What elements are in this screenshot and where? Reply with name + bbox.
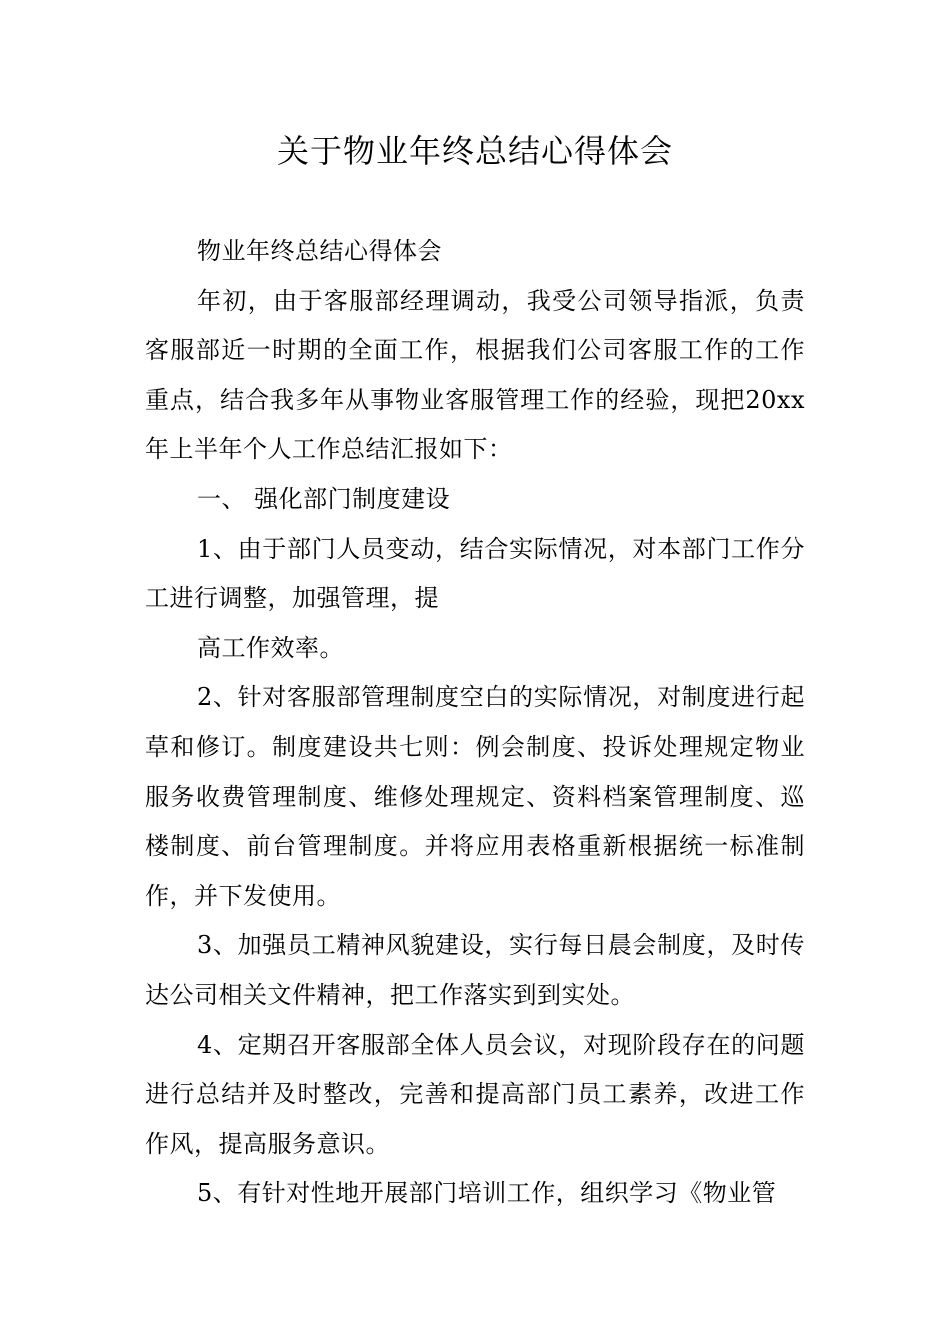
list-item-1-line-1: 1、由于部门人员变动，结合实际情况，对本部门工作分工进行调整，加强管理，提 — [145, 534, 805, 613]
list-item-5: 5、有针对性地开展部门培训工作，组织学习《物业管 — [197, 1179, 777, 1208]
list-item-2: 2、针对客服部管理制度空白的实际情况，对制度进行起草和修订。制度建设共七则：例会制度、投诉处理规定物业服务收费管理制度、维修处理规定、资料档案管理制度、巡楼制度、前台管理制度。并将应用表格重新根据统一标准制作，并下发使用。 — [145, 683, 805, 910]
list-item-4: 4、定期召开客服部全体人员会议，对现阶段存在的问题进行总结并及时整改，完善和提高部门员工素养，改进工作作风，提高服务意识。 — [145, 1030, 805, 1158]
document-title: 关于物业年终总结心得体会 — [276, 132, 673, 170]
document-body — [145, 227, 805, 1219]
section-heading-1: 一、 强化部门制度建设 — [197, 484, 451, 513]
intro-paragraph: 年初，由于客服部经理调动，我受公司领导指派，负责客服部近一时期的全面工作，根据我们公司客服工作的工作重点，结合我多年从事物业客服管理工作的经验，现把20xx年上半年个人工作总结汇报如下： — [145, 286, 805, 464]
list-item-3: 3、加强员工精神风貌建设，实行每日晨会制度，及时传达公司相关文件精神，把工作落实到到实处。 — [145, 931, 805, 1009]
subtitle-paragraph: 物业年终总结心得体会 — [197, 237, 442, 265]
list-item-1-line-2: 高工作效率。 — [197, 633, 344, 662]
